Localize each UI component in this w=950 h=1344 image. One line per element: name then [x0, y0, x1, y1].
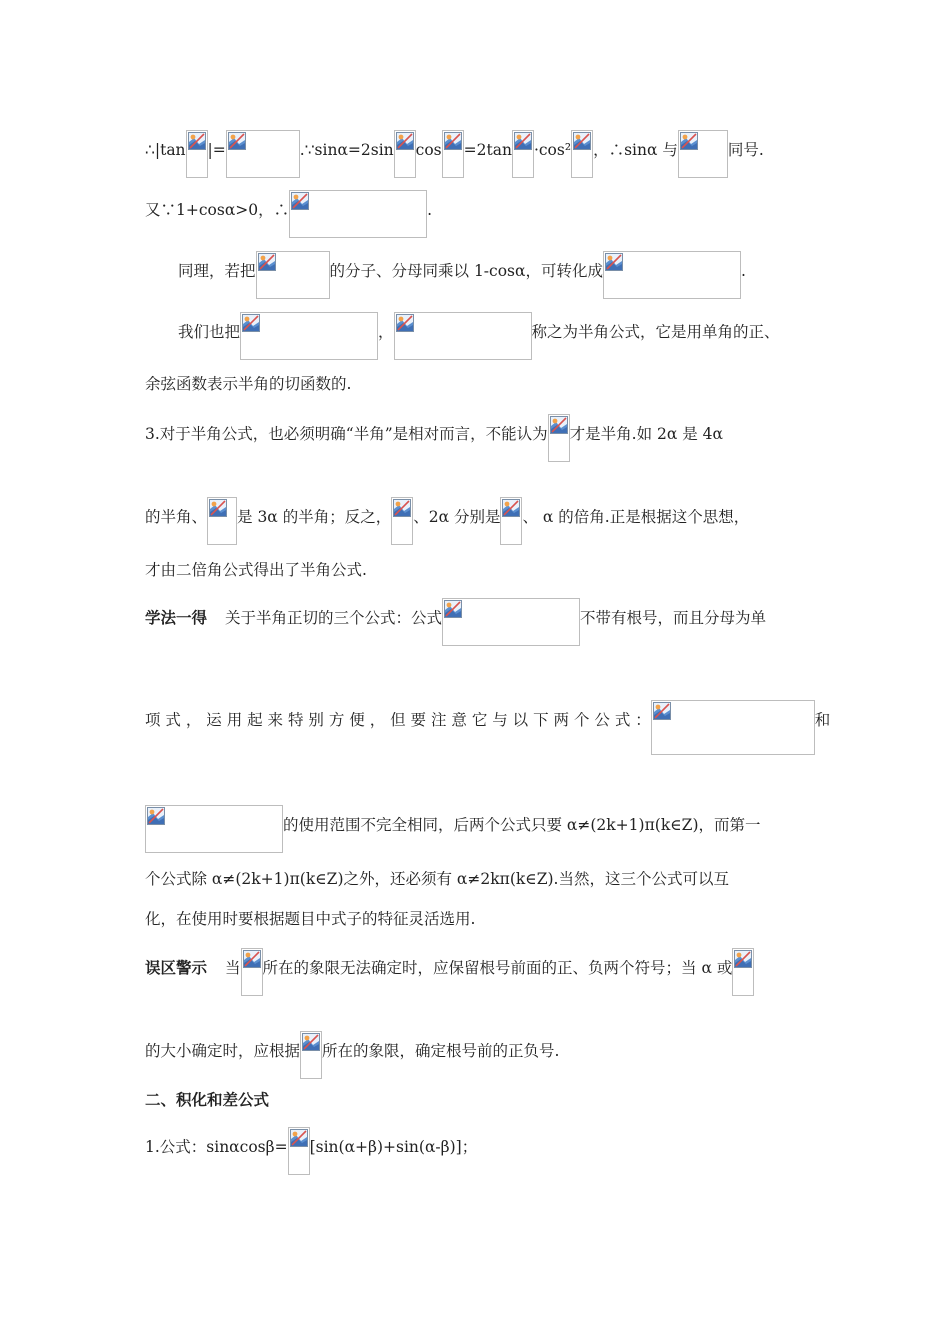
text-line — [145, 815, 761, 835]
text-run: 、2α 分别是 — [413, 508, 501, 526]
text-run: 所在的象限无法确定时，应保留根号前面的正、负两个符号；当 α 或 — [262, 959, 733, 977]
text-run: 3.对于半角公式，也必须明确“半角”是相对而言，不能认为 — [145, 425, 548, 443]
broken-image-icon — [605, 253, 623, 271]
broken-image-icon — [653, 702, 671, 720]
text-run: 的半角、 — [145, 508, 208, 526]
text-line — [145, 374, 351, 394]
text-run: .∵sinα=2sin — [299, 141, 394, 159]
text-line — [145, 507, 749, 527]
formula-image-placeholder — [394, 312, 532, 360]
text-run: ，∴sinα 与 — [593, 141, 678, 159]
text-line — [145, 261, 746, 281]
text-run: 我们也把 — [178, 323, 241, 341]
text-run: . — [740, 262, 746, 280]
broken-image-icon — [290, 1129, 308, 1147]
formula-image-placeholder — [394, 130, 416, 178]
text-run: 当 — [225, 959, 241, 977]
text-run: 的分子、分母同乘以 1-cosα，可转化成 — [329, 262, 603, 280]
text-run: 不带有根号，而且分母为单 — [580, 609, 767, 627]
text-line — [145, 1090, 269, 1110]
broken-image-icon — [502, 499, 520, 517]
text-line — [145, 560, 367, 580]
text-run: ， — [378, 323, 394, 341]
text-run: 余弦函数表示半角的切函数的. — [145, 375, 352, 393]
text-run: |= — [207, 141, 226, 159]
text-run: 个公式除 α≠(2k+1)π(k∈Z)之外，还必须有 α≠2kπ(k∈Z).当然，这三个公式可以互 — [145, 870, 729, 888]
formula-image-placeholder — [603, 251, 741, 299]
formula-image-placeholder — [241, 948, 263, 996]
text-run: 关于半角正切的三个公式：公式 — [225, 609, 443, 627]
broken-image-icon — [396, 314, 414, 332]
formula-image-placeholder — [256, 251, 330, 299]
formula-image-placeholder — [288, 1127, 310, 1175]
broken-image-icon — [550, 416, 568, 434]
broken-image-icon — [444, 600, 462, 618]
text-line — [145, 322, 780, 342]
text-line — [145, 1041, 559, 1061]
text-run: [sin(α+β)+sin(α-β)]； — [309, 1138, 478, 1156]
text-run: 1.公式：sinαcosβ= — [145, 1138, 288, 1156]
text-line — [145, 424, 723, 444]
formula-image-placeholder — [512, 130, 534, 178]
text-line — [145, 710, 830, 730]
broken-image-icon — [228, 132, 246, 150]
text-run: . — [427, 201, 433, 219]
text-line — [145, 958, 754, 978]
formula-image-placeholder — [145, 805, 283, 853]
formula-image-placeholder — [226, 130, 300, 178]
text-line — [145, 909, 475, 929]
text-line — [145, 608, 766, 628]
text-run: 同号. — [727, 141, 764, 159]
text-run: cos — [415, 141, 442, 159]
formula-image-placeholder — [240, 312, 378, 360]
text-run: 同理，若把 — [178, 262, 256, 280]
broken-image-icon — [514, 132, 532, 150]
formula-image-placeholder — [548, 414, 570, 462]
broken-image-icon — [147, 807, 165, 825]
text-run: 化，在使用时要根据题目中式子的特征灵活选用. — [145, 910, 476, 928]
formula-image-placeholder — [500, 497, 522, 545]
formula-image-placeholder — [391, 497, 413, 545]
formula-image-placeholder — [571, 130, 593, 178]
text-run: 和 — [814, 711, 831, 729]
broken-image-icon — [209, 499, 227, 517]
formula-image-placeholder — [678, 130, 728, 178]
formula-image-placeholder — [289, 190, 427, 238]
broken-image-icon — [680, 132, 698, 150]
broken-image-icon — [734, 950, 752, 968]
formula-image-placeholder — [651, 700, 815, 755]
broken-image-icon — [393, 499, 411, 517]
section-heading: 学法一得 — [145, 608, 208, 627]
text-run: ∴|tan — [145, 141, 186, 159]
text-run: 才由二倍角公式得出了半角公式. — [145, 561, 367, 579]
text-line — [145, 140, 764, 160]
broken-image-icon — [243, 950, 261, 968]
formula-image-placeholder — [442, 598, 580, 646]
broken-image-icon — [242, 314, 260, 332]
text-line — [145, 1137, 477, 1157]
text-line — [145, 869, 729, 889]
broken-image-icon — [188, 132, 206, 150]
formula-image-placeholder — [186, 130, 208, 178]
text-run: 、 α 的倍角.正是根据这个思想， — [522, 508, 750, 526]
text-run: ·cos² — [533, 141, 572, 159]
broken-image-icon — [302, 1033, 320, 1051]
text-line — [145, 200, 432, 220]
text-run: 的使用范围不完全相同，后两个公式只要 α≠(2k+1)π(k∈Z)，而第一 — [283, 816, 761, 834]
formula-image-placeholder — [300, 1031, 322, 1079]
text-run: 才是半角.如 2α 是 4α — [569, 425, 724, 443]
broken-image-icon — [291, 192, 309, 210]
broken-image-icon — [444, 132, 462, 150]
formula-image-placeholder — [442, 130, 464, 178]
text-run: 项 式 ， 运 用 起 来 特 别 方 便 ， 但 要 注 意 它 与 以 下 两 个 公 式 ： — [145, 711, 651, 729]
section-heading: 误区警示 — [145, 958, 208, 977]
text-run: 所在的象限，确定根号前的正负号. — [322, 1042, 560, 1060]
broken-image-icon — [396, 132, 414, 150]
formula-image-placeholder — [732, 948, 754, 996]
text-run: =2tan — [463, 141, 512, 159]
text-run: 称之为半角公式，它是用单角的正、 — [531, 323, 780, 341]
section-heading: 二、积化和差公式 — [145, 1090, 270, 1109]
text-run: 又∵1+cosα>0，∴ — [145, 201, 290, 219]
formula-image-placeholder — [207, 497, 237, 545]
broken-image-icon — [573, 132, 591, 150]
text-run: 的大小确定时，应根据 — [145, 1042, 301, 1060]
broken-image-icon — [258, 253, 276, 271]
text-run: 是 3α 的半角；反之， — [237, 508, 392, 526]
